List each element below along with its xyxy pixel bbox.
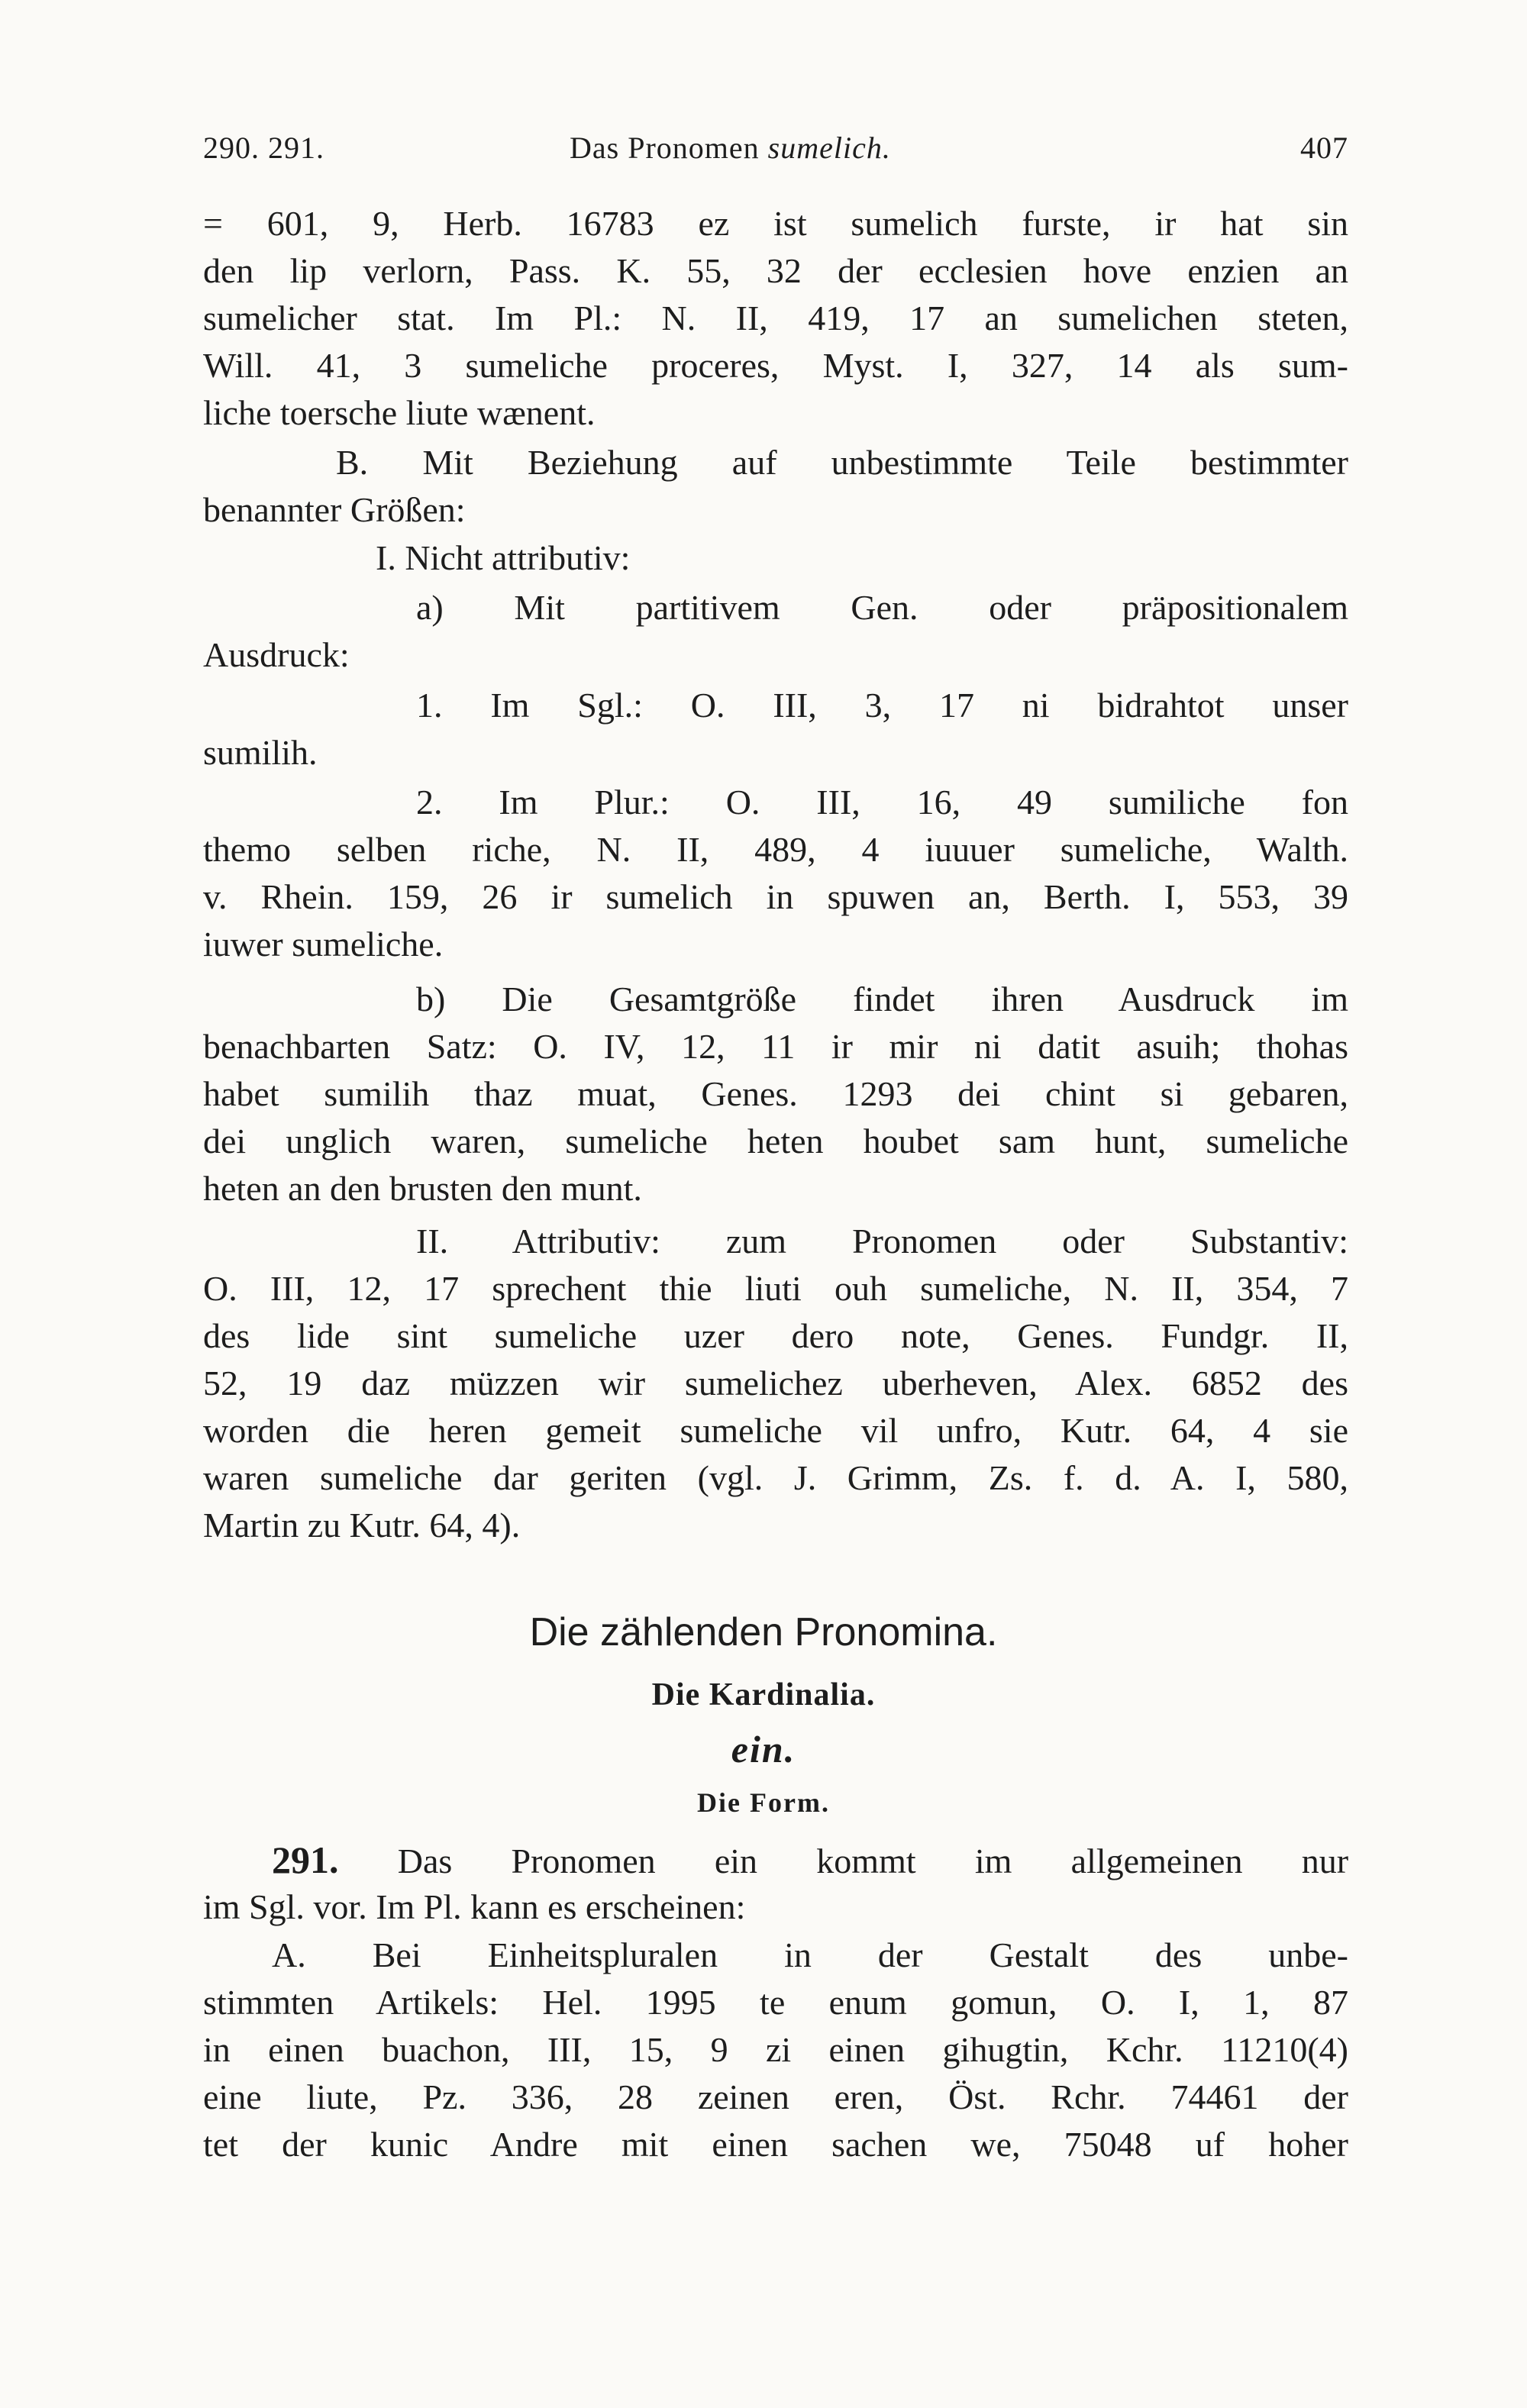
item-2-line: iuwer sumeliche. — [203, 925, 444, 964]
section-ii-line: worden die heren gemeit sumeliche vil unfro, Kutr. 64, 4 sie — [203, 1411, 1348, 1450]
text-line: stimmten Artikels: Hel. 1995 te enum gomun, O. I, 1, 87 — [203, 1983, 1348, 2022]
text-line: den lip verlorn, Pass. K. 55, 32 der ecclesien hove enzien an — [203, 251, 1348, 290]
section-ii-line: II. Attributiv: zum Pronomen oder Substantiv: — [416, 1222, 1348, 1260]
section-b-line: B. Mit Beziehung auf unbestimmte Teile bestimmter — [336, 443, 1348, 482]
section-ii-line: waren sumeliche dar geriten (vgl. J. Grimm, Zs. f. d. A. I, 580, — [203, 1458, 1348, 1497]
page-number: 407 — [1300, 131, 1348, 165]
section-i-heading: I. Nicht attributiv: — [376, 538, 631, 577]
word-heading: ein. — [731, 1728, 796, 1770]
item-b-line: habet sumilih thaz muat, Genes. 1293 dei chint si gebaren, — [203, 1074, 1348, 1113]
text-line: Will. 41, 3 sumeliche proceres, Myst. I, 327, 14 als sum- — [203, 346, 1348, 385]
chapter-heading: Die zählenden Pronomina. — [529, 1610, 998, 1654]
item-b-line: benachbarten Satz: O. IV, 12, 11 ir mir ni datit asuih; thohas — [203, 1027, 1348, 1066]
text-line: tet der kunic Andre mit einen sachen we, 75048 uf hoher — [203, 2125, 1348, 2164]
running-head — [203, 130, 1348, 176]
item-a-line: a) Mit partitivem Gen. oder präpositionalem — [416, 588, 1348, 627]
section-numbers: 290. 291. — [203, 131, 324, 165]
section-ii-line: O. III, 12, 17 sprechent thie liuti ouh sumeliche, N. II, 354, 7 — [203, 1269, 1348, 1308]
subheading: Die Kardinalia. — [651, 1677, 876, 1712]
section-ii-line: 52, 19 daz müzzen wir sumelichez uberheven, Alex. 6852 des — [203, 1364, 1348, 1403]
text-line: = 601, 9, Herb. 16783 ez ist sumelich furste, ir hat sin — [203, 204, 1348, 243]
form-heading: Die Form. — [697, 1787, 830, 1818]
page-title: Das Pronomen sumelich. — [570, 131, 891, 165]
item-2-line: themo selben riche, N. II, 489, 4 iuuuer sumeliche, Walth. — [203, 830, 1348, 869]
item-b-line: b) Die Gesamtgröße findet ihren Ausdruck im — [416, 980, 1348, 1018]
item-2-line: v. Rhein. 159, 26 ir sumelich in spuwen an, Berth. I, 553, 39 — [203, 877, 1348, 916]
section-ii-line: des lide sint sumeliche uzer dero note, Genes. Fundgr. II, — [203, 1316, 1348, 1355]
text-line: in einen buachon, III, 15, 9 zi einen gihugtin, Kchr. 11210(4) — [203, 2030, 1348, 2069]
item-a-line: Ausdruck: — [203, 635, 350, 674]
text-line: A. Bei Einheitspluralen in der Gestalt des unbe- — [272, 1935, 1348, 1974]
text-line: liche toersche liute wænent. — [203, 393, 596, 432]
text-line: im Sgl. vor. Im Pl. kann es erscheinen: — [203, 1887, 746, 1926]
item-b-line: heten an den brusten den munt. — [203, 1169, 642, 1208]
para-291-first-line: 291. Das Pronomen ein kommt im allgemeinen nur — [272, 1838, 1349, 1881]
text-line: eine liute, Pz. 336, 28 zeinen eren, Öst. Rchr. 74461 der — [203, 2077, 1348, 2116]
item-2-line: 2. Im Plur.: O. III, 16, 49 sumiliche fon — [416, 783, 1348, 821]
section-number: 291. — [272, 1838, 339, 1881]
item-1-line: sumilih. — [203, 733, 318, 772]
item-b-line: dei unglich waren, sumeliche heten houbet sam hunt, sumeliche — [203, 1122, 1348, 1160]
text-line: sumelicher stat. Im Pl.: N. II, 419, 17 an sumelichen steten, — [203, 299, 1348, 337]
item-1-line: 1. Im Sgl.: O. III, 3, 17 ni bidrahtot unser — [416, 686, 1348, 725]
section-b-line: benannter Größen: — [203, 490, 466, 529]
section-ii-line: Martin zu Kutr. 64, 4). — [203, 1506, 521, 1545]
